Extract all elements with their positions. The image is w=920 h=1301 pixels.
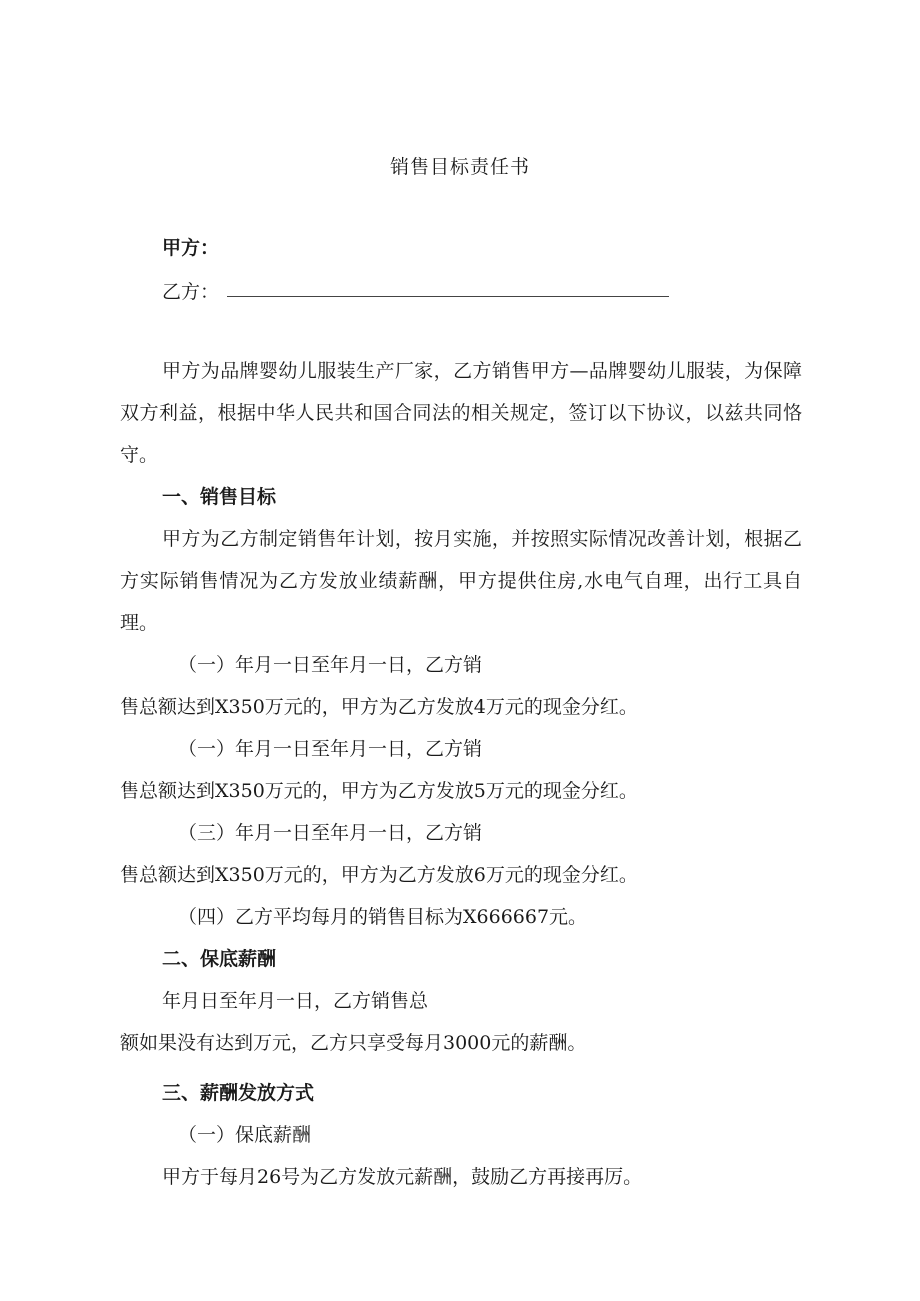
section-1-item-3-line1: （三）年月一日至年月一日，乙方销 — [178, 822, 483, 844]
party-b-signature-line — [227, 296, 669, 297]
section-3-heading: 三、薪酬发放方式 — [162, 1082, 315, 1104]
section-1-item-3-line2: 售总额达到X350万元的，甲方为乙方发放6万元的现金分红。 — [120, 864, 638, 886]
section-2-line2: 额如果没有达到万元，乙方只享受每月3000元的薪酬。 — [120, 1032, 587, 1054]
section-1-item-2-line1: （一）年月一日至年月一日，乙方销 — [178, 738, 483, 760]
section-1-item-1-line2: 售总额达到X350万元的，甲方为乙方发放4万元的现金分红。 — [120, 696, 638, 718]
section-1-paragraph: 甲方为乙方制定销售年计划，按月实施，并按照实际情况改善计划，根据乙方实际销售情况为乙方发放业绩薪酬，甲方提供住房,水电气自理，出行工具自理。 — [120, 528, 802, 634]
document-body — [120, 350, 802, 1198]
section-1-item-4: （四）乙方平均每月的销售目标为X666667元。 — [178, 906, 588, 928]
section-1-heading: 一、销售目标 — [162, 486, 277, 508]
section-2-line1: 年月日至年月一日，乙方销售总 — [162, 990, 429, 1012]
intro-paragraph: 甲方为品牌婴幼儿服装生产厂家，乙方销售甲方—品牌婴幼儿服装，为保障双方利益，根据中华人民共和国合同法的相关规定，签订以下协议，以兹共同恪守。 — [120, 360, 802, 466]
document-title: 销售目标责任书 — [389, 156, 530, 178]
party-b-label: 乙方： — [162, 281, 220, 303]
section-1-item-1-line1: （一）年月一日至年月一日，乙方销 — [178, 654, 483, 676]
section-1-item-2-line2: 售总额达到X350万元的，甲方为乙方发放5万元的现金分红。 — [120, 780, 638, 802]
section-3-subheading: （一）保底薪酬 — [178, 1124, 312, 1146]
party-a-label: 甲方： — [162, 237, 220, 259]
section-2-heading: 二、保底薪酬 — [162, 948, 277, 970]
section-3-paragraph: 甲方于每月26号为乙方发放元薪酬，鼓励乙方再接再厉。 — [162, 1166, 643, 1188]
